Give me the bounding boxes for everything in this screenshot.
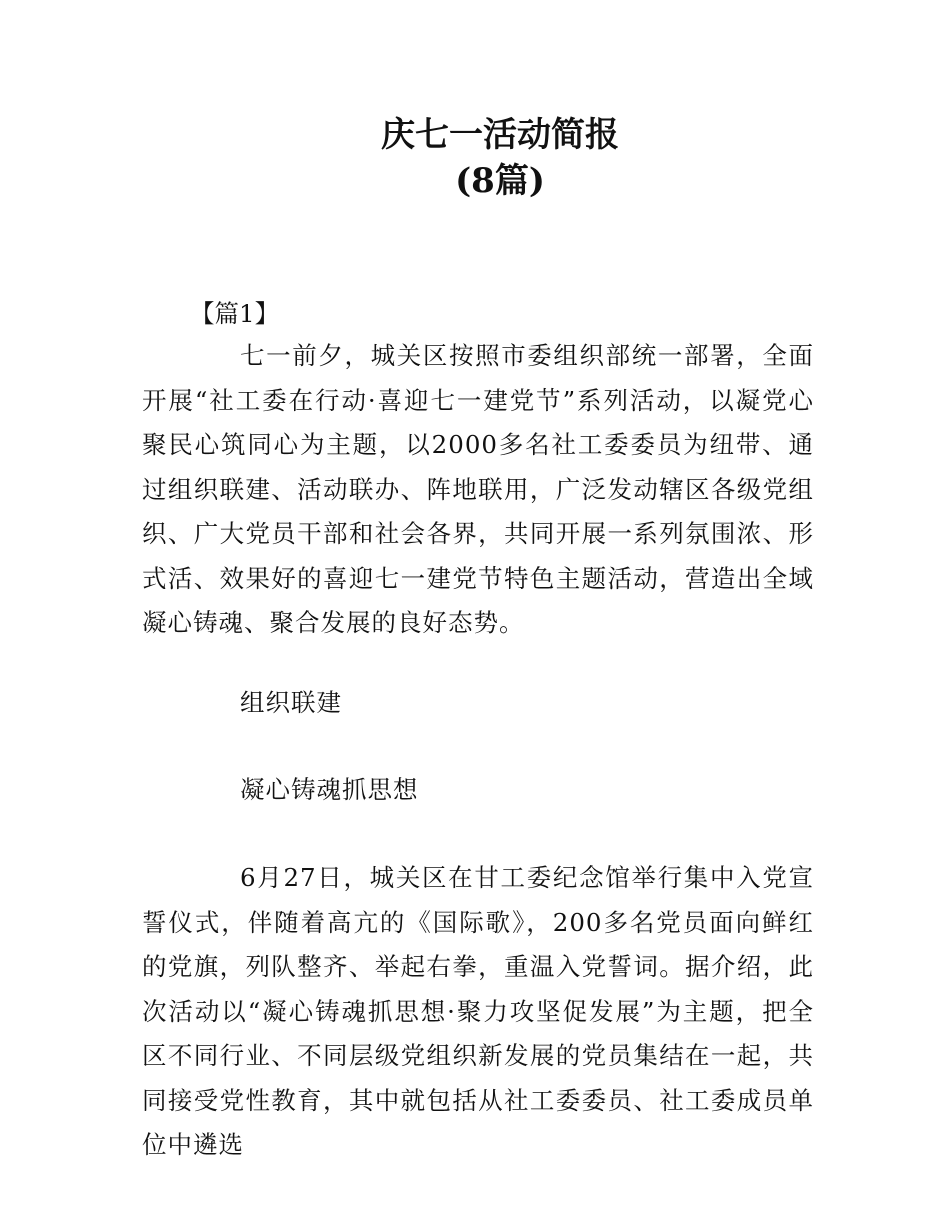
document-title: 庆七一活动简报 <box>381 115 619 155</box>
section-heading-thought: 凝心铸魂抓思想 <box>240 775 419 804</box>
paragraph-1: 七一前夕，城关区按照市委组织部统一部署，全面开展“社工委在行动·喜迎七一建党节”系列活动，以凝党心聚民心筑同心为主题，以2000多名社工委委员为纽带、通过组织联建、活动联办、阵地联用，广泛发动辖区各级党组织、广大党员干部和社会各界，共同开展一系列氛围浓、形式活、效果好的喜迎七一建党节特色主题活动，营造出全域凝心铸魂、聚合发展的良好态势。 <box>142 341 814 637</box>
paragraph-2: 6月27日，城关区在甘工委纪念馆举行集中入党宣誓仪式，伴随着高亢的《国际歌》，200多名党员面向鲜红的党旗，列队整齐、举起右拳，重温入党誓词。据介绍，此次活动以“凝心铸魂抓思想·聚力攻坚促发展”为主题，把全区不同行业、不同层级党组织新发展的党员集结在一起，共同接受党性教育，其中就包括从社工委委员、社工委成员单位中遴选 <box>142 863 814 1159</box>
document-subtitle: (8篇) <box>455 161 545 201</box>
section-heading-organization: 组织联建 <box>240 688 342 717</box>
section-label: 【篇1】 <box>190 299 280 328</box>
